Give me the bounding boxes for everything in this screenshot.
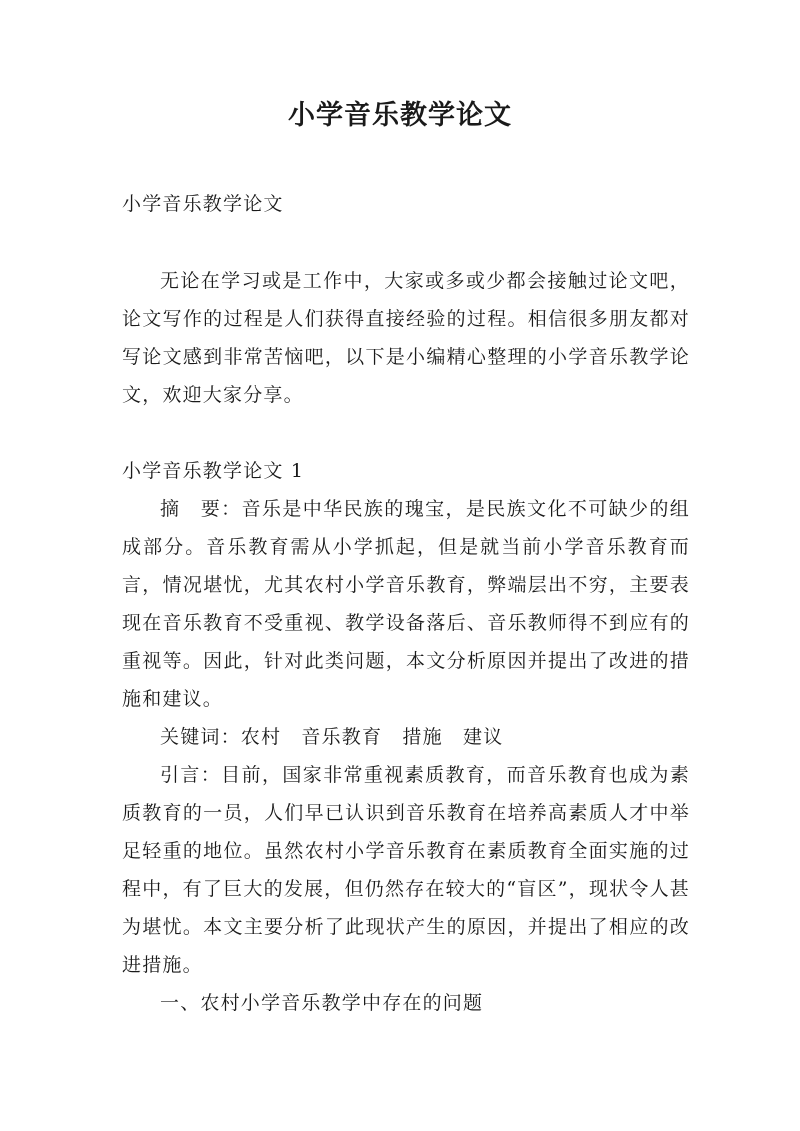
keywords-paragraph: 关键词：农村 音乐教育 措施 建议: [160, 726, 504, 748]
section-title: 小学音乐教学论文 1: [122, 460, 305, 482]
document-title: 小学音乐教学论文: [288, 100, 512, 131]
intro-paragraph: 无论在学习或是工作中，大家或多或少都会接触过论文吧，论文写作的过程是人们获得直接经验的过程。相信很多朋友都对写论文感到非常苦恼吧，以下是小编精心整理的小学音乐教学论文，欢迎大家分享。: [122, 270, 690, 406]
preface-paragraph: 引言：目前，国家非常重视素质教育，而音乐教育也成为素质教育的一员，人们早已认识到音乐教育在培养高素质人才中举足轻重的地位。虽然农村小学音乐教育在素质教育全面实施的过程中，有了巨大的发展，但仍然存在较大的“盲区”，现状令人甚为堪忧。本文主要分析了此现状产生的原因，并提出了相应的改进措施。: [122, 764, 690, 976]
section-heading-one: 一、农村小学音乐教学中存在的问题: [160, 992, 484, 1014]
document-subtitle: 小学音乐教学论文: [122, 193, 284, 215]
abstract-paragraph: 摘 要：音乐是中华民族的瑰宝，是民族文化不可缺少的组成部分。音乐教育需从小学抓起，但是就当前小学音乐教育而言，情况堪忧，尤其农村小学音乐教育，弊端层出不穷，主要表现在音乐教育不受重视、教学设备落后、音乐教师得不到应有的重视等。因此，针对此类问题，本文分析原因并提出了改进的措施和建议。: [122, 498, 690, 710]
